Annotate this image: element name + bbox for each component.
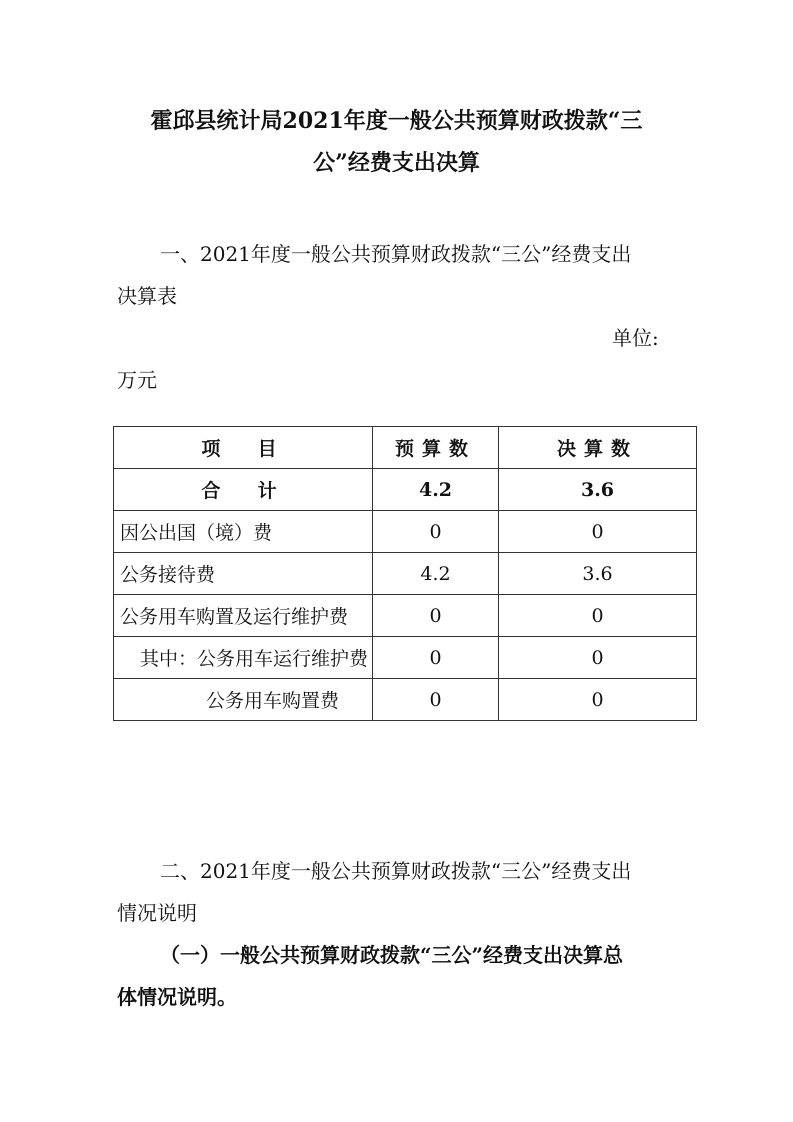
- section2-heading: 二、2021年度一般公共预算财政拨款“三公”经费支出: [160, 859, 632, 883]
- section1-heading-cont: 决算表: [117, 284, 177, 308]
- row-actual: 0: [499, 679, 697, 721]
- document-title-line2: 公”经费支出决算: [313, 150, 480, 176]
- table-row: [114, 595, 697, 637]
- row-item: 其中：公务用车运行维护费: [114, 637, 373, 679]
- header-item: 项 目: [114, 427, 373, 469]
- table-header-row: [114, 427, 697, 469]
- three-public-expenses-table: [113, 426, 697, 721]
- row-actual: 3.6: [499, 469, 697, 511]
- unit-value: 万元: [117, 368, 157, 392]
- row-item: 合 计: [114, 469, 373, 511]
- unit-label: 单位:: [612, 326, 659, 350]
- row-actual: 0: [499, 595, 697, 637]
- row-actual: 0: [499, 637, 697, 679]
- table-row: [114, 637, 697, 679]
- table-row: [114, 679, 697, 721]
- row-budget: 0: [373, 637, 499, 679]
- table-row: [114, 553, 697, 595]
- row-item: 公务接待费: [114, 553, 373, 595]
- row-budget: 4.2: [373, 553, 499, 595]
- row-budget: 0: [373, 679, 499, 721]
- row-actual: 0: [499, 511, 697, 553]
- subsection1-heading-cont: 体情况说明。: [117, 985, 237, 1009]
- header-budget: 预算数: [373, 427, 499, 469]
- row-actual: 3.6: [499, 553, 697, 595]
- section2-heading-cont: 情况说明: [117, 901, 197, 925]
- section1-heading: 一、2021年度一般公共预算财政拨款“三公”经费支出: [160, 242, 632, 266]
- header-actual: 决算数: [499, 427, 697, 469]
- table-row: [114, 511, 697, 553]
- row-budget: 4.2: [373, 469, 499, 511]
- row-budget: 0: [373, 511, 499, 553]
- row-budget: 0: [373, 595, 499, 637]
- table-row-total: [114, 469, 697, 511]
- row-item: 公务用车购置费: [114, 679, 373, 721]
- row-item: 因公出国（境）费: [114, 511, 373, 553]
- subsection1-heading: （一）一般公共预算财政拨款“三公”经费支出决算总: [160, 943, 624, 967]
- document-title-line1: 霍邱县统计局2021年度一般公共预算财政拨款“三: [150, 108, 643, 134]
- row-item: 公务用车购置及运行维护费: [114, 595, 373, 637]
